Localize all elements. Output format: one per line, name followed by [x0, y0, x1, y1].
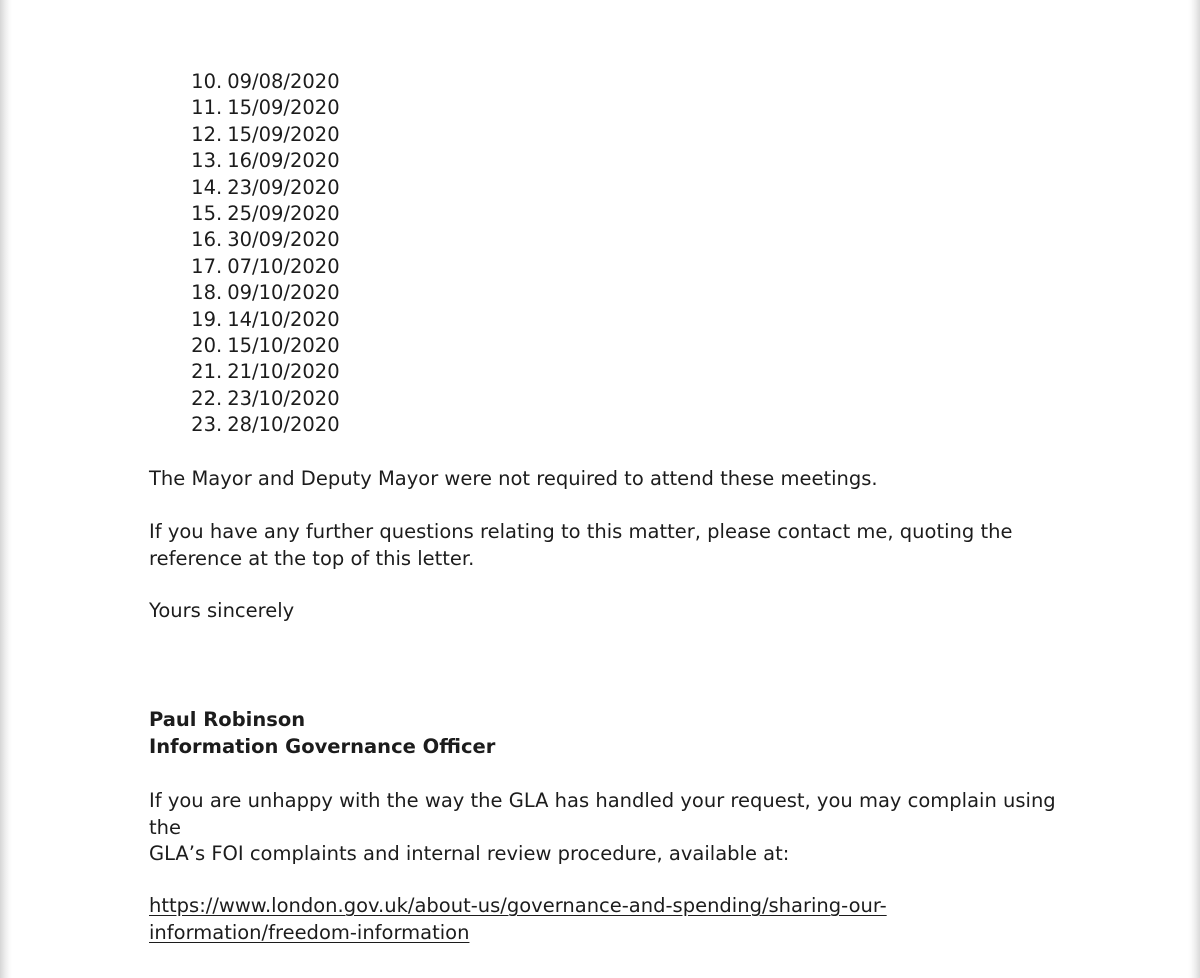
list-item-number: 22 — [191, 386, 216, 410]
complaint-line-2: GLA’s FOI complaints and internal review procedure, available at: — [149, 841, 790, 865]
list-item: 17. 07/10/2020 — [184, 254, 1069, 280]
foi-link[interactable] — [149, 894, 887, 943]
meeting-dates-list — [184, 69, 1069, 439]
list-item-date: 15/09/2020 — [227, 96, 340, 120]
list-item: 10. 09/08/2020 — [184, 69, 1069, 95]
list-item: 14. 23/09/2020 — [184, 175, 1069, 201]
list-item-number: 16 — [191, 228, 216, 252]
list-item: 11. 15/09/2020 — [184, 95, 1069, 121]
foi-link-paragraph — [149, 893, 1069, 946]
foi-link-line-2[interactable]: information/freedom-information — [149, 920, 470, 944]
list-item-number: 14 — [191, 175, 216, 199]
list-item-date: 09/08/2020 — [227, 70, 340, 93]
complaint-line-1: If you are unhappy with the way the GLA has handled your request, you may complain using the — [149, 789, 1056, 839]
closing-salutation: Yours sincerely — [149, 598, 295, 622]
letter-body — [149, 69, 1069, 946]
complaint-paragraph — [149, 788, 1069, 867]
list-item-date: 09/10/2020 — [227, 281, 340, 305]
list-item-date: 28/10/2020 — [227, 413, 340, 437]
list-item-number: 19 — [191, 307, 216, 331]
list-item: 18. 09/10/2020 — [184, 280, 1069, 306]
signatory-title: Information Governance Officer — [149, 734, 496, 758]
attendance-paragraph: The Mayor and Deputy Mayor were not required to attend these meetings. — [149, 466, 878, 490]
list-item-date: 23/10/2020 — [227, 386, 340, 410]
list-item-number: 11 — [191, 96, 216, 120]
list-item-date: 25/09/2020 — [227, 202, 340, 226]
list-item-date: 23/09/2020 — [227, 175, 340, 199]
list-item-date: 21/10/2020 — [227, 360, 340, 384]
list-item: 19. 14/10/2020 — [184, 307, 1069, 333]
foi-link-line-1[interactable]: https://www.london.gov.uk/about-us/governance-and-spending/sharing-our- — [149, 894, 887, 918]
list-item-date: 14/10/2020 — [227, 307, 340, 331]
contact-line-1: If you have any further questions relating to this matter, please contact me, quoting the — [149, 520, 1013, 544]
list-item-date: 07/10/2020 — [227, 254, 340, 278]
list-item-date: 30/09/2020 — [227, 228, 340, 252]
page-left-edge-shadow — [0, 0, 12, 978]
list-item: 12. 15/09/2020 — [184, 122, 1069, 148]
list-item-number: 13 — [191, 149, 216, 173]
list-item: 15. 25/09/2020 — [184, 201, 1069, 227]
list-item-number: 15 — [191, 202, 216, 226]
list-item: 16. 30/09/2020 — [184, 227, 1069, 253]
list-item-number: 17 — [191, 254, 216, 278]
list-item-number: 12 — [191, 122, 216, 146]
page-right-edge-shadow — [1188, 0, 1200, 978]
list-item-date: 15/09/2020 — [227, 122, 340, 146]
list-item-number: 10 — [191, 70, 216, 93]
list-item-number: 23 — [191, 413, 216, 437]
list-item: 22. 23/10/2020 — [184, 386, 1069, 412]
list-item: 13. 16/09/2020 — [184, 148, 1069, 174]
list-item: 20. 15/10/2020 — [184, 333, 1069, 359]
signature-block — [149, 707, 1069, 760]
contact-line-2: reference at the top of this letter. — [149, 546, 475, 570]
list-item-number: 20 — [191, 334, 216, 358]
list-item: 23. 28/10/2020 — [184, 412, 1069, 438]
list-item-date: 15/10/2020 — [227, 334, 340, 358]
signatory-name: Paul Robinson — [149, 708, 306, 732]
list-item-number: 21 — [191, 360, 216, 384]
list-item: 21. 21/10/2020 — [184, 359, 1069, 385]
list-item-number: 18 — [191, 281, 216, 305]
list-item-date: 16/09/2020 — [227, 149, 340, 173]
contact-paragraph — [149, 519, 1069, 572]
